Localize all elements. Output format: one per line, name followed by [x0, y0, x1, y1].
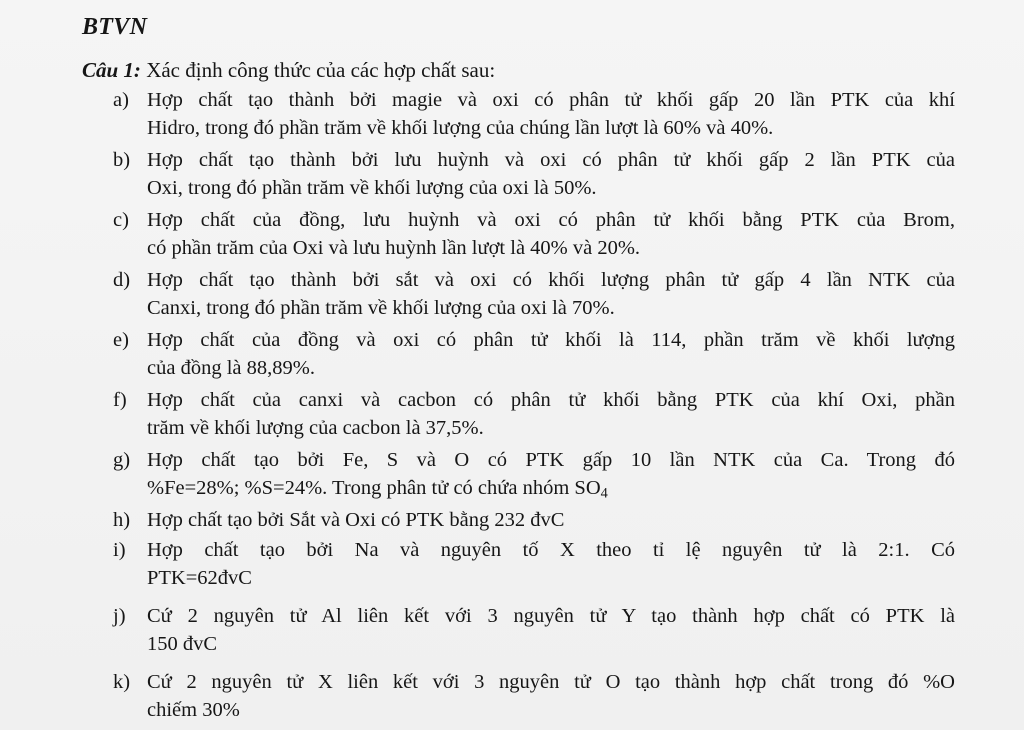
- item-line: 150 đvC: [147, 633, 218, 655]
- item-marker: b): [113, 149, 131, 171]
- list-item: [113, 506, 955, 534]
- question-label: Câu 1:: [82, 58, 141, 82]
- list-item: [113, 86, 955, 142]
- item-line: có phần trăm của Oxi và lưu huỳnh lần lượt là 40% và 20%.: [147, 237, 641, 259]
- item-marker: k): [113, 671, 131, 693]
- item-line: Hợp chất của canxi và cacbon có phân tử khối bằng PTK của khí Oxi, phần: [147, 389, 955, 411]
- item-line-text: %Fe=28%; %S=24%. Trong phân tử có chứa nhóm SO: [147, 477, 601, 499]
- list-item: [113, 536, 955, 592]
- list-item: [113, 602, 955, 658]
- item-line: Hợp chất tạo bởi Na và nguyên tố X theo tỉ lệ nguyên tử là 2:1. Có: [147, 539, 955, 561]
- item-marker: j): [113, 605, 126, 627]
- item-marker: i): [113, 539, 126, 561]
- list-item: [113, 206, 955, 262]
- item-line: Hidro, trong đó phần trăm về khối lượng của chúng lần lượt là 60% và 40%.: [147, 117, 774, 139]
- list-item: [113, 386, 955, 442]
- item-line: Hợp chất của đồng và oxi có phân tử khối là 114, phần trăm về khối lượng: [147, 329, 955, 351]
- question-text: Xác định công thức của các hợp chất sau:: [140, 58, 496, 82]
- item-marker: c): [113, 209, 129, 231]
- item-line: Hợp chất tạo thành bởi lưu huỳnh và oxi có phân tử khối gấp 2 lần PTK của: [147, 149, 955, 171]
- list-item: [113, 668, 955, 724]
- item-line: PTK=62đvC: [147, 567, 252, 589]
- item-line: của đồng là 88,89%.: [147, 357, 315, 379]
- item-line: chiếm 30%: [147, 699, 240, 721]
- item-line: Hợp chất của đồng, lưu huỳnh và oxi có phân tử khối bằng PTK của Brom,: [147, 209, 955, 231]
- item-line: Canxi, trong đó phần trăm về khối lượng của oxi là 70%.: [147, 297, 615, 319]
- item-line-with-subscript: [147, 474, 955, 502]
- item-line: Hợp chất tạo bởi Sắt và Oxi có PTK bằng 232 đvC: [147, 509, 565, 531]
- list-item: [113, 446, 955, 502]
- item-marker: d): [113, 269, 131, 291]
- question-heading: [82, 56, 495, 84]
- item-line: Hợp chất tạo thành bởi magie và oxi có phân tử khối gấp 20 lần PTK của khí: [147, 89, 955, 111]
- list-item: [113, 146, 955, 202]
- item-line: Oxi, trong đó phần trăm về khối lượng của oxi là 50%.: [147, 177, 597, 199]
- document-title: BTVN: [82, 14, 148, 40]
- list-item: [113, 326, 955, 382]
- item-line: Hợp chất tạo bởi Fe, S và O có PTK gấp 10 lần NTK của Ca. Trong đó: [147, 449, 955, 471]
- list-item: [113, 266, 955, 322]
- item-marker: g): [113, 449, 131, 471]
- item-marker: h): [113, 509, 131, 531]
- item-line: Hợp chất tạo thành bởi sắt và oxi có khối lượng phân tử gấp 4 lần NTK của: [147, 269, 955, 291]
- item-marker: e): [113, 329, 129, 351]
- item-marker: a): [113, 89, 129, 111]
- item-line: Cứ 2 nguyên tử Al liên kết với 3 nguyên tử Y tạo thành hợp chất có PTK là: [147, 605, 955, 627]
- item-line: Cứ 2 nguyên tử X liên kết với 3 nguyên tử O tạo thành hợp chất trong đó %O: [147, 671, 955, 693]
- item-marker: f): [113, 389, 127, 411]
- item-line: trăm về khối lượng của cacbon là 37,5%.: [147, 417, 484, 439]
- subscript-digit: 4: [600, 485, 608, 502]
